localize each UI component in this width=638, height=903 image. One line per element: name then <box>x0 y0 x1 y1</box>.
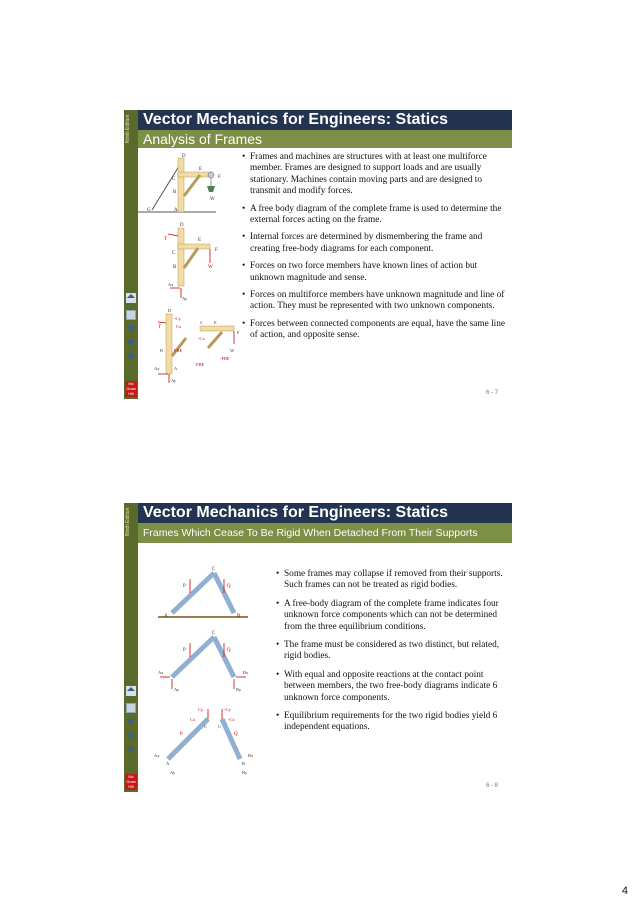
nav-button[interactable] <box>126 703 136 713</box>
figure-label: E <box>214 320 217 325</box>
figure-label: D <box>180 223 184 228</box>
figure-label: Ax <box>154 753 160 758</box>
figure-label: Q <box>227 648 231 653</box>
figure-label: Ax <box>158 670 164 675</box>
nav-down-icon[interactable] <box>127 747 135 753</box>
figure-label: B <box>237 614 241 619</box>
figure-label: P <box>183 648 186 653</box>
bullet-item: • The frame must be considered as two distinct, but related, rigid bodies. <box>276 640 506 663</box>
nav-down-icon[interactable] <box>127 733 135 739</box>
figure-label: D <box>168 308 172 313</box>
bullet-item: • Frames and machines are structures with at least one multiforce member. Frames are designed to support loads and are usually stationary. Machines contain moving parts and are designed to transmit and modify forces. <box>242 152 510 198</box>
bullet-item: • Forces on two force members have known lines of action but unknown magnitude and sense. <box>242 261 510 284</box>
figure-label: C <box>218 724 222 729</box>
figure-label: FBE <box>174 348 183 353</box>
figure-label: A <box>174 208 178 213</box>
figure-label: A <box>164 614 168 619</box>
slide-subtitle: Frames Which Cease To Be Rigid When Detached From Their Supports <box>138 523 512 543</box>
bullet-item: • Internal forces are determined by dismembering the frame and creating free-body diagrams for each component. <box>242 232 510 255</box>
figure-label: B <box>242 761 246 766</box>
slide-sidebar <box>124 110 138 399</box>
bullet-item: • Some frames may collapse if removed from their supports. Such frames can not be treated as rigid bodies. <box>276 569 506 592</box>
slide-footer <box>138 782 512 792</box>
figure-label: T <box>158 325 162 330</box>
figure-label: Ay <box>174 687 180 692</box>
slide-sidebar <box>124 503 138 792</box>
figure-label: C <box>212 631 216 636</box>
nav-down-icon[interactable] <box>127 340 135 346</box>
figure-label: By <box>236 687 242 692</box>
figure-label: Q <box>227 584 231 589</box>
publisher-logo: Mc Graw Hill <box>126 381 136 396</box>
figure-label: F <box>215 248 218 253</box>
slide-subtitle: Analysis of Frames <box>138 130 512 148</box>
figure-label: -Cy <box>174 316 181 321</box>
slide-page-number: 6 - 8 <box>485 783 498 789</box>
figure-label: Bx <box>243 670 249 675</box>
figure-label: Ay <box>171 378 177 383</box>
slide-title: Vector Mechanics for Engineers: Statics <box>138 503 512 523</box>
figure-label: FBE <box>196 362 205 367</box>
slide-analysis-of-frames <box>124 110 512 399</box>
figure-label: D <box>182 154 186 159</box>
publisher-logo: Mc Graw Hill <box>126 774 136 789</box>
home-icon[interactable] <box>126 686 136 696</box>
figure-label: F <box>218 175 221 180</box>
figure-label: Ax <box>154 366 160 371</box>
frame-figure <box>138 148 242 383</box>
figure-label: Ay <box>170 770 176 775</box>
figure-label: P <box>180 732 183 737</box>
figure-label: Ay <box>182 296 188 301</box>
figure-label: Q <box>234 732 238 737</box>
figure-label: C <box>172 251 176 256</box>
figure-label: By <box>242 770 248 775</box>
slide-page-number: 6 - 7 <box>485 390 498 396</box>
nav-down-icon[interactable] <box>127 354 135 360</box>
figure-label: Ax <box>168 282 174 287</box>
nav-down-icon[interactable] <box>127 719 135 725</box>
bullet-item: • Forces on multiforce members have unknown magnitude and line of action. They must be represented with two unknown components. <box>242 290 510 313</box>
figure-label: P <box>183 584 186 589</box>
figure-label: C <box>172 177 176 182</box>
bullet-list <box>276 569 506 741</box>
figure-label: C <box>200 320 204 325</box>
figure-label: T <box>164 237 168 242</box>
figure-label: C <box>212 567 216 572</box>
bullet-item: • A free-body diagram of the complete frame indicates four unknown force components which can not be determined from the three equilibrium conditions. <box>276 599 506 633</box>
slide-title: Vector Mechanics for Engineers: Statics <box>138 110 512 130</box>
figure-label: E <box>198 238 202 243</box>
figure-label: B <box>173 265 177 270</box>
figure-label: C <box>204 724 208 729</box>
figure-label: G <box>147 208 151 213</box>
figure-label: Cx <box>176 324 182 329</box>
slide-non-rigid-frames <box>124 503 512 792</box>
slide-footer <box>138 389 512 399</box>
figure-label: B <box>160 348 164 353</box>
figure-label: A <box>174 366 178 371</box>
figure-label: W <box>230 348 235 353</box>
nav-button[interactable] <box>126 310 136 320</box>
bullet-item: • Forces between connected components are equal, have the same line of action, and opposite sense. <box>242 319 510 342</box>
figure-label: Cx <box>190 717 196 722</box>
bullet-item: • With equal and opposite reactions at the contact point between members, the two free-body diagrams indicate 6 unknown force components. <box>276 670 506 704</box>
home-icon[interactable] <box>126 293 136 303</box>
nav-down-icon[interactable] <box>127 326 135 332</box>
bullet-item: • Equilibrium requirements for the two rigid bodies yield 6 independent equations. <box>276 711 506 734</box>
frame-figure <box>138 543 272 778</box>
page-number: 4 <box>621 885 628 897</box>
edition-label: Ninth Edition <box>125 114 131 144</box>
figure-label: E <box>199 167 203 172</box>
figure-label: A <box>166 761 170 766</box>
bullet-list <box>242 152 510 348</box>
figure-label: -FBE <box>220 356 230 361</box>
figure-label: Bx <box>248 753 254 758</box>
figure-label: W <box>210 197 215 202</box>
bullet-item: • A free body diagram of the complete frame is used to determine the external forces acting on the frame. <box>242 204 510 227</box>
figure-label: Cy <box>198 707 204 712</box>
figure-label: F <box>237 330 240 335</box>
edition-label: Ninth Edition <box>125 507 131 537</box>
figure-label: W <box>208 265 213 270</box>
figure-label: -Cx <box>228 717 235 722</box>
figure-label: B <box>173 190 177 195</box>
figure-label: -Cy <box>224 707 231 712</box>
figure-label: -Cx <box>198 336 205 341</box>
